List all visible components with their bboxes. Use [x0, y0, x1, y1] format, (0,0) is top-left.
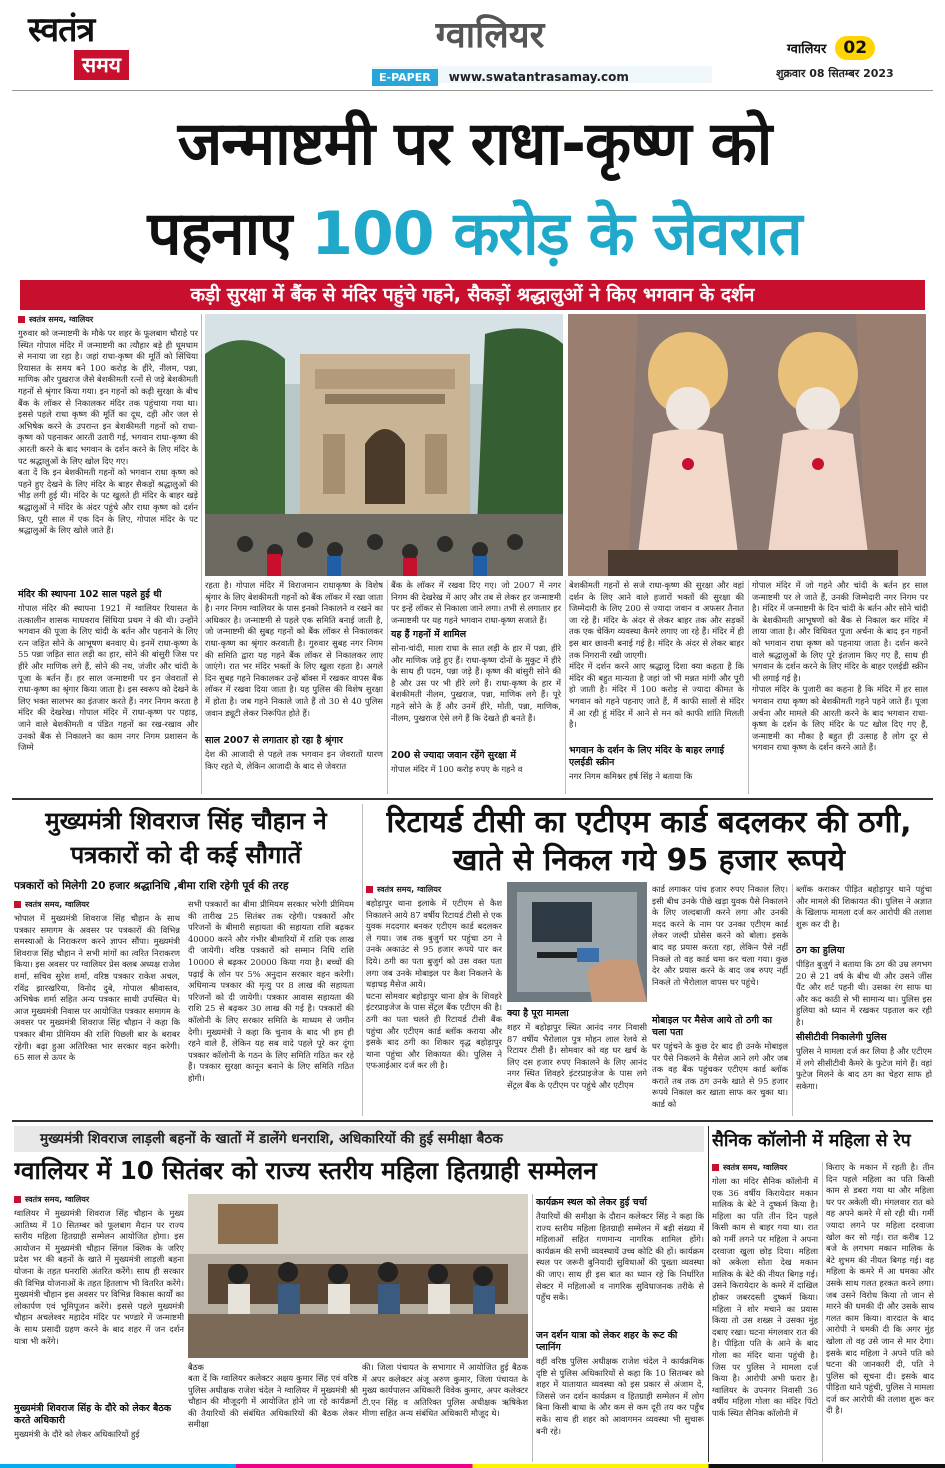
women-col2-text: बता दें कि ग्वालियर कलेक्टर अक्षय कुमार सिंह एवं वरिष्ठ पुलिस अधीक्षक राजेश चंदेल ने ग्वालियर में मुख्यमंत्री श्री चौहान की मौजूदगी में आयोजित होने जा रहे कार्यक्रमों की तैयारियों की संबंधित अधिकारियों की बैठक लेकर समीक्षा	[188, 1373, 358, 1430]
website-link[interactable]: www.swatantrasamay.com	[448, 70, 629, 84]
women-sub-daura: मुख्यमंत्री शिवराज सिंह के दौरे को लेकर बैठक करते अधिकारी	[14, 1403, 172, 1426]
women-col4-text: तैयारियों की समीक्षा के दौरान कलेक्टर सिंह ने कहा कि राज्य स्तरीय महिला हितग्राही सम्मेलन में बड़ी संख्या में महिलाओं सहित गणमान्य नागरिक शामिल होंगे। कार्यक्रम की सभी व्यवस्थायें उच्च कोटि की हों। कार्यक्रम स्थल पर जरूरी बुनियादी सुविधाओं की पुख्ता व्यवस्था की जाए। साथ ही इस बात का ध्यान रहे कि निर्धारित सेक्टर में महिलाओं व नागरिक सुविधाजनक तरीके से पहुँच सकें।	[536, 1211, 704, 1303]
lead-col3c-text: गोपाल मंदिर में 100 करोड़ रुपए के गहने व	[391, 764, 523, 774]
lead-rule-3	[565, 580, 566, 794]
page-city: ग्वालियर	[787, 38, 830, 62]
atm-sub-mobile: मोबाइल पर मैसेज आये तो ठगी का चला पता	[652, 1015, 772, 1038]
atm-photo-svg	[507, 882, 647, 1002]
atm-byline: स्वतंत्र समय, ग्वालियर	[366, 884, 932, 895]
meeting-photo-caption: बैठक	[188, 1362, 204, 1372]
issue-date: शुक्रवार 08 सितम्बर 2023	[776, 67, 894, 80]
radha-krishna-photo-svg	[568, 314, 926, 576]
lead-col-3	[391, 580, 561, 795]
colony-col1-text: गोला का मंदिर सैनिक कॉलोनी में एक 36 वर्षीय किरायेदार मकान मालिक के बेटे ने दुष्कर्म किया है। महिला का पति तीन दिन पहले किसी काम से बाहर गया था। रात को गर्मी लगने पर महिला ने अपना दरवाजा खुला छोड़ दिया। महिला को अकेला सोता देख मकान मालिक के बेटे की नीयत बिगड़ गई। उसने किरायेदार के कमरे में दाखिल होकर जबरदस्ती दुष्कर्म किया। महिला ने शोर मचाने का प्रयास किया तो उस शख्स ने उसका मुंह दबाए रखा। घटना मंगलवार रात की है। पीड़िता पति के आने के बाद गोला का मंदिर थाना पहुंची है। जिस पर पुलिस ने मामला दर्ज किया है। आरोपी अभी फरार है। ग्वालियर के उपनगर निवासी 36 वर्षीय महिला गोला का मंदिर पिंटो पार्क स्थित सैनिक कॉलोनी में	[712, 1176, 818, 1418]
lead-col1-text: गुरुवार को जन्माष्टमी के मौके पर शहर के फूलबाग चौराहे पर स्थित गोपाल मंदिर में जन्माष्टमी का त्यौहार बड़े ही धूमधाम से मनाया जा रहा है। जहां राधा-कृष्ण की मूर्ति को सिंधिया रियासत के समय बने 100 करोड़ के हीरे, नीलम, पन्ना, माणिक और पुखराज जैसे बेशकीमती रत्नों से जड़े बेशकीमती गहनों से श्रृंगार किया गया। इन गहनों को कड़ी सुरक्षा के बीच बैंक के लॉकर से निकालकर मंदिर तक पहुंचाया गया था। इससे पहले राधा कृष्ण की मूर्ति का दूध, दही और जल से अभिषेक करने के उपरान्त इन बेशकीमती गहनों को राधा-कृष्ण को पहनाकर आरती उतारी गई, भगवान राधा-कृष्ण की आरती करने के बाद भगवान के दर्शन करने के लिए मंदिर के पट श्रद्धालुओं के लिए खोल दिए गए। बता दें कि इन बेशकीमती गहनों को भगवान राधा कृष्ण को पहने हुए देखने के लिए मंदिर के बाहर सैकड़ों श्रद्धालुओं की भीड़ लगी हुई थी। मंदिर के पट खुलते ही मंदिर के बाहर खड़े श्रद्धालुओं ने मंदिर के अंदर पहुंचे और राधा कृष्ण को दर्शन किए, पूरी साल में एक दिन के लिए, गोपाल मंदिर के पट श्रद्धालुओं के लिए खोले जाते हैं।	[18, 328, 198, 536]
epaper-label: E-PAPER	[372, 69, 438, 86]
lead-sub-gehne: यह हैं गहनों में शामिल	[391, 629, 467, 640]
logo-top-text: स्वतंत्र	[28, 10, 95, 50]
women-rule-3	[532, 1194, 533, 1462]
meeting-photo	[188, 1194, 528, 1358]
lead-col4b-text: नगर निगम कमिश्नर हर्ष सिंह ने बताया कि	[569, 771, 693, 781]
colony-col-1	[712, 1162, 818, 1462]
lead-col-5	[752, 580, 928, 795]
colony-rule	[822, 1162, 823, 1462]
temple-photo	[205, 314, 563, 576]
atm-col4c-text: पुलिस ने मामला दर्ज कर लिया है और एटीएम में लगे सीसीटीवी कैमरे के फुटेज मांगे हैं। वहां फुटेज मिलने के बाद ठग का चेहरा साफ हो सकेगा।	[796, 1046, 932, 1091]
lead-sub-200: 200 से ज्यादा जवान रहेंगे सुरक्षा में	[391, 750, 516, 761]
page-number: 02	[835, 36, 875, 60]
atm-sub-cctv: सीसीटीवी निकालेगी पुलिस	[796, 1032, 887, 1043]
cm-story	[14, 804, 358, 1116]
cm-subheadline: पत्रकारों को मिलेगी 20 हजार श्रद्धानिधि ,बीमा राशि रहेगी पूर्व की तरह	[14, 880, 289, 892]
page-tag	[787, 36, 902, 62]
lead-headline-2a: पहनाए	[147, 199, 292, 269]
cm-atm-rule	[362, 804, 363, 1116]
atm-col4b-text: पीड़ित बुजुर्ग ने बताया कि ठग की उम्र लगभग 20 से 21 वर्ष के बीच थी और उसने जींस पैंट और शर्ट पहनी थी। उसका रंग साफ था और कद काठी से भी सामान्य था। पुलिस इस हुलिया को ध्यान में रखकर पड़ताल कर रही है।	[796, 959, 932, 1027]
women-col-1	[14, 1194, 184, 1462]
lead-bottom-rule	[12, 798, 933, 800]
women-col1-text: ग्वालियर में मुख्यमंत्री शिवराज सिंह चौहान के मुख्य आतिथ्य में 10 सितम्बर को फूलबाग मैदान पर राज्य स्तरीय महिला हितग्राही सम्मेलन आयोजित होगा। इस आयोजन में मुख्यमंत्री चौहान सिंगल क्लिक के जरिए प्रदेश भर की बहनों के खाते में मुख्यमंत्री लाड़ली बहना योजना के तहत धनराशि अंतरित करेंगे। साथ ही सरकार की विभिन्न योजनाओं के तहत हितलाभ भी वितरित करेंगे। मुख्यमंत्री चौहान इस अवसर पर विभिन्न विकास कार्यों का लोकार्पण एवं भूमिपूजन करेंगे। इससे पहले मुख्यमंत्री चौहान अचलेश्वर महादेव मंदिर पर भण्डारे में जन्माष्टमी के साथ प्रसादी ग्रहण करने के बाद शहर में जन दर्शन यात्रा भी करेंगे।	[14, 1208, 184, 1346]
colony-col-2	[826, 1162, 934, 1462]
lead-headline-1: जन्माष्टमी पर राधा-कृष्ण को	[177, 109, 772, 179]
lead-col3b-text: सोना-चांदी, माला राधा के सात लड़ी के हार में पन्ना, हीरे और माणिक जड़े हुए हैं। राधा-कृष्ण दोनों के मुकुट में हीरे के साथ ही पदम, पन्ना जड़े हैं। कृष्ण की बांसुरी सोने की है और उस पर भी हीरे लगे हैं। राधा-कृष्ण के हार में बेशकीमती नीलम, पुखराज, पन्ना, माणिक लगे हैं। पूरे गहने सोने के हैं और उनमें हीरे, मोती, पन्ना, माणिक, नीलम, पुखराज ऐसे लगे हैं कि देखते ही बनते हैं।	[391, 643, 561, 723]
atm-sub-thag: ठग का हुलिया	[796, 945, 845, 956]
lead-byline: स्वतंत्र समय, ग्वालियर	[18, 314, 198, 325]
colony-byline: स्वतंत्र समय, ग्वालियर	[712, 1162, 818, 1173]
cm-col1-text: भोपाल में मुख्यमंत्री शिवराज सिंह चौहान के साथ पत्रकार समागम के अवसर पर पत्रकारों की विभिन्न समस्याओं के निराकरण करने ज्ञापन सौंपा। मुख्यमंत्री शिवराज सिंह चौहान ने सभी मांगों का त्वरित निराकरण किया। इस अवसर पर ग्वालियर प्रेस क्लब अध्यक्ष राजेश शर्मा, सचिव सुरेश शर्मा, वरिष्ठ पत्रकार राकेश अचल, रविंद्र झारखरिया, विनोद दुबे, गोपाल श्रीवास्तव, अभिषेक शर्मा सहित अन्य पत्रकार साथी उपस्थित थे। आज मुख्यमंत्री निवास पर आयोजित पत्रकार समागम के अवसर पर मुख्यमंत्री शिवराज सिंह चौहान ने कहा कि पत्रकार बीमा प्रीमियम की राशि पिछली बार के बराबर रहेगी। बढ़ा हुआ अतिरिक्त भार सरकार वहन करेगी। 65 साल से ऊपर के	[14, 913, 180, 1063]
edition-city: ग्वालियर	[435, 15, 545, 56]
atm-col1-text: बहोड़ापुर थाना इलाके में एटीएम से कैश निकालने आये 87 वर्षीय रिटायर्ड टीसी से एक युवक मददगार बनकर एटीएम कार्ड बदलकर ले गया। जब तक बुजुर्ग घर पहुंचा ठग ने उनके अकाउंट से 95 हजार रूपये पार कर दिये। ठगी का पता बुजुर्ग को उस वक्त पता लगा जब उनके मोबाइल पर कैश निकलने के धड़ाधड़ मैसेज आये। घटना सोमवार बहोड़ापुर थाना क्षेत्र के शिवहरे इंटरप्राइजेज के पास सेंट्रल बैंक एटीएम की है। ठगी का पता चलते ही रिटायर्ड टीसी बैंक पहुंचा और एटीएम कार्ड ब्लॉक कराया और इसके बाद ठगी का शिकार वृद्ध बहोड़ापुर थाना पहुंचा और शिकायत की। पुलिस ने एफआईआर दर्ज कर ली है।	[366, 898, 502, 1071]
lead-col4-text: बेशकीमती गहनों से सजे राधा-कृष्ण की सुरक्षा और वहां दर्शन के लिए आने वाले हजारों भक्तों की सुरक्षा की जिम्मेदारी के लिए 200 से ज्यादा जवान व अफसर तैनात जा रहे हैं। मंदिर के अंदर से लेकर बाहर तक और सड़कों तक एक चेकिंग व्यवस्था कैमरे लगाए जा रहे हैं। मंदिर में ही इस बार छावनी बनाई गई है। मंदिर के अंदर से लेकर बाहर तक निगरानी रखी जाएगी। मंदिर में दर्शन करने आए श्रद्धालु दिशा क्या कहता है कि मंदिर की बहुत मान्यता है जहां जो भी मन्नत मांगी और पूरी हो जाती है। मंदिर में 100 करोड़ से ज्यादा कीमत के भगवान को गहने पहनाए जाते हैं, मैं काफी सालों से मंदिर में आ रही हूं मंदिर में आने से मन को काफी शांति मिलती है।	[569, 580, 744, 730]
women-kicker	[14, 1126, 704, 1152]
women-sub-karyakram: कार्यक्रम स्थल को लेकर हुई चर्चा	[536, 1197, 647, 1208]
lead-col3-text: बैंक के लॉकर में रखवा दिए गए। जो 2007 में नगर निगम की देखरेख में आए और तब से लेकर हर जन्माष्टमी पर इन्हें लॉकर से निकाला जाने लगा। तभी से लगातार हर जन्माष्टमी पर यह गहने भगवान राधा-कृष्ण सजाते हैं।	[391, 580, 561, 625]
women-byline: स्वतंत्र समय, ग्वालियर	[14, 1194, 184, 1205]
masthead-rule	[12, 90, 933, 91]
masthead	[0, 0, 945, 92]
mid-bottom-rule	[12, 1120, 933, 1122]
cm-headline: मुख्यमंत्री शिवराज सिंह चौहान ने पत्रकारों को दी कई सौगातें	[45, 807, 327, 869]
women-colony-rule	[708, 1126, 709, 1462]
lead-rule-4	[748, 580, 749, 794]
women-col-3	[362, 1362, 528, 1462]
bottom-color-bar	[0, 1464, 945, 1468]
meeting-photo-svg	[188, 1194, 528, 1358]
logo-bottom-text: समय	[74, 50, 129, 80]
atm-photo	[507, 882, 647, 1002]
atm-col3-text: कार्ड लगाकर पांच हजार रुपए निकाल लिए। इसी बीच उनके पीछे खड़ा युवक पैसे निकालने के लिए जल्दबाजी करने लगा और उनकी मदद करने के नाम पर उनका एटीएम कार्ड लेकर जल्दी प्रोसेस करने को बोला। इसके बाद वह प्रयास करता रहा, लेकिन पैसे नहीं निकले तो वह कार्ड थमा कर चला गया। कुछ देर और प्रयास करने के बाद जब रुपए नहीं निकले तो भैरोलाल वापस घर पहुंचे।	[652, 884, 788, 987]
temple-photo-svg	[205, 314, 563, 576]
atm-col3b-text: घर पहुंचने के कुछ देर बाद ही उनके मोबाइल पर पैसे निकलने के मैसेज आने लगे और जब तक वह बैंक पहुंचकर एटीएम कार्ड ब्लॉक कराते तब तक ठग उनके खाते से 95 हजार रूपये निकाल कर खाता साफ कर चुका था। कार्ड को	[652, 1041, 788, 1109]
epaper-bar	[372, 66, 712, 83]
atm-col-1	[366, 898, 502, 1116]
lead-sub-mandir: मंदिर की स्थापना 102 साल पहले हुई थी	[18, 589, 162, 600]
lead-col-1	[18, 314, 198, 794]
women-col-2	[188, 1362, 358, 1462]
women-col4b-text: वहीं वरिष्ठ पुलिस अधीक्षक राजेश चंदेल ने कार्यक्रमिक दृष्टि से पुलिस अधिकारियों से कहा कि 10 सितम्बर को शहर में यातायात व्यवस्था को इस प्रकार से अंजाम दें, जिससे जन दर्शन कार्यक्रम व हितग्राही सम्मेलन में लोग बिना किसी बाधा के और कम से कम दूरी तय कर पहुँच सकें। साथ ही शहर को आवागमन व्यवस्था भी सुचारू बनी रहे।	[536, 1356, 704, 1436]
cm-col2-text: सभी पत्रकारों का बीमा प्रीमियम सरकार भरेगी प्रीमियम की तारीख 25 सितंबर तक रहेगी। पत्रकारों और परिजनों के बीमारी सहायता की सहायता राशि बढ़कर 40000 करने और गंभीर बीमारियों में राशि एक लाख दी जायेगी। वरिष्ठ पत्रकारों को सम्मान निधि राशि 10000 से बढ़कर 20000 किया गया है। बच्चों की पढ़ाई के लोन पर 5% अनुदान सरकार वहन करेगी। अधिमान्य पत्रकार की मृत्यु पर 8 लाख की सहायता परिजनों को दी जायेगी। पत्रकार आवास सहायता की राशि 25 से बढ़कर 30 लाख की गई है। पत्रकारों की कॉलोनी के लिए सरकार समिति के माध्यम से जमीन देगी। मुख्यमंत्री ने कहा कि चुनाव के बाद भी हम ही रहने वाले हैं, लेकिन यह सब वादे पहले पूरे कर दूंगा पत्रकार कॉलोनी के गठन के लिए समिति गठित कर रहे हैं। पत्रकार सुरक्षा कानून बनाने के लिए समिति गठित होगी।	[188, 899, 354, 1083]
lead-headline-2b: 100 करोड़ के जेवरात	[311, 199, 802, 269]
women-col3-text: की। जिला पंचायत के सभागार में आयोजित हुई बैठक में अपर कलेक्टर अंजू अरुण कुमार, जिला पंचायत के मुख्य कार्यपालन अधिकारी विवेक कुमार, अपर कलेक्टर टी.एन सिंह व अतिरिक्त पुलिस अधीक्षक ऋषिकेश मीणा सहित अन्य संबंधित अधिकारी मौजूद थे।	[362, 1362, 528, 1419]
lead-col-4	[569, 580, 744, 795]
women-headline: ग्वालियर में 10 सितंबर को राज्य स्तरीय महिला हितग्राही सम्मेलन	[14, 1156, 597, 1185]
atm-col4-text: ब्लॉक कराकर पीड़ित बहोड़ापुर थाने पहुंचा और मामले की शिकायत की। पुलिस ने अज्ञात के खिलाफ मामला दर्ज कर आरोपी की तलाश शुरू कर दी है।	[796, 884, 932, 929]
atm-col-2	[507, 1022, 647, 1116]
women-col-4	[536, 1194, 704, 1462]
lead-col5-text: गोपाल मंदिर में जो गहने और चांदी के बर्तन हर साल जन्माष्टमी पर ले जाते हैं, उनकी जिम्मेदारी नगर निगम पर है। मंदिर में जन्माष्टमी के दिन चांदी के बर्तन और सोने चांदी के बेशकीमती आभूषणों को बैंक से निकाल कर मंदिर में लाया जाता है। और विधिवत पूजा अर्चना के बाद इन गहनों को भगवान राधा कृष्ण को पहनाया जाता है। दर्शन करने वाले श्रद्धालुओं के लिए पूरे इंतजाम किए गए हैं, साथ ही भगवान के दर्शन करने के लिए मंदिर के बाहर एलईडी स्क्रीन भी लगाई गई है। गोपाल मंदिर के पुजारी का कहना है कि मंदिर में हर साल भगवान राधा कृष्ण को बेशकीमती गहने पहने जाते हैं। पूजा अर्चना और मामले की आरती करने के बाद भगवान राधा-कृष्ण के दर्शन के लिए मंदिर के पट खोल दिए गए हैं, जन्माष्टमी का मौका है बहुत ही उत्साह है लोग दूर से भगवान राधा कृष्ण के दर्शन करने आते हैं।	[752, 580, 928, 753]
colony-headline: सैनिक कॉलोनी में महिला से रेप	[712, 1131, 911, 1151]
atm-rule-3	[792, 884, 793, 1116]
atm-sub-kya: क्या है पूरा मामला	[507, 1008, 569, 1019]
logo[interactable]	[28, 10, 158, 86]
women-col1b-text: मुख्यमंत्री के दौरे को लेकर अधिकारियों हुई	[14, 1429, 140, 1439]
women-kicker-text: मुख्यमंत्री शिवराज लाड़ली बहनों के खातों में डालेंगे धनराशि, अधिकारियों की हुई समीक्षा बैठक	[40, 1131, 503, 1147]
colony-col2-text: किराए के मकान में रहती है। तीन दिन पहले महिला का पति किसी काम से डबरा गया था और महिला घर पर अकेली थी। मंगलवार रात को वह अपने कमरे में सो रही थी। गर्मी ज्यादा लगने पर महिला दरवाजा खोल कर सो गई। रात करीब 12 बजे के लगभग मकान मालिक के बेटे शुभम की नीयत बिगड़ गई। वह महिला के कमरे में आ धमका और उसके साथ गलत हरकत करने लगा। जब उसने विरोध किया तो जान से मारने की धमकी दी और उसके साथ गलत काम किया। वारदात के बाद आरोपी ने धमकी दी कि अगर मुंह खोला तो वह उसे जान से मार देगा। इसके बाद महिला ने अपने पति को घटना की जानकारी दी, पति ने पुलिस को सूचना दी। इसके बाद पीड़िता थाने पहुंची, पुलिस ने मामला दर्ज कर आरोपी की तलाश शुरू कर दी है।	[826, 1162, 934, 1416]
radha-krishna-photo	[568, 314, 926, 576]
cm-byline: स्वतंत्र समय, ग्वालियर	[14, 899, 358, 910]
lead-subheadline: कड़ी सुरक्षा में बैंक से मंदिर पहुंचे गहने, सैकड़ों श्रद्धालुओं ने किए भगवान के दर्शन	[20, 280, 925, 310]
lead-sub-2007: साल 2007 से लगातार हो रहा है श्रृंगार	[205, 735, 343, 746]
lead-col2-text: रहता है। गोपाल मंदिर में विराजमान राधाकृष्ण के विशेष श्रृंगार के लिए बेशकीमती गहनों को बैंक लॉकर में रखा जाता है। नगर निगम ग्वालियर के पास इनको निकालने व रखने का अधिकार है। जन्माष्टमी से पहले एक समिति बनाई जाती है, जो जन्माष्टमी की सुबह गहनों को बैंक लॉकर से निकालकर राधा-कृष्ण का श्रृंगार करवाती है। गुरुवार सुबह नगर निगम की समिति द्वारा यह गहने बैंक लॉकर से निकालकर लाए जाएंगे। रात भर मंदिर भक्तों के लिए खुला रहता है। अगले दिन सुबह गहने निकालकर उन्हें बॉक्स में रखकर वापस बैंक लॉकर में रखवा दिया जाता है। यह पुलिस की विशेष सुरक्षा में होता है। जब गहने निकाले जाते हैं तो 30 से 40 पुलिस जवान ड्यूटी लेकर निरूपित होते हैं।	[205, 580, 383, 718]
lead-headline-2	[22, 190, 927, 278]
atm-col-4	[796, 884, 932, 1116]
lead-sub-screen: भगवान के दर्शन के लिए मंदिर के बाहर लगाई एलईडी स्क्रीन	[569, 745, 725, 768]
lead-rule-2	[387, 580, 388, 794]
lead-col2b-text: देश की आजादी से पहले तक भगवान इन जेवरातों धारण किए रहते थे, लेकिन आजादी के बाद से जेवरात	[205, 749, 383, 771]
women-sub-yatra: जन दर्शन यात्रा को लेकर शहर के रूट की प्लानिंग	[536, 1330, 678, 1353]
lead-col1b-text: गोपाल मंदिर की स्थापना 1921 में ग्वालियर रियासत के तत्कालीन शासक माधवराव सिंधिया प्रथम ने की थी। उन्होंने भगवान की पूजा के लिए चांदी के बर्तन और पहनाने के लिए रत्न जड़ित सोने के आभूषण बनवाए थे। इनमें राधा-कृष्ण के 55 पन्ना जड़ित सात लड़ी का हार, सोने की बांसुरी जिस पर हीरे और माणिक लगे हैं, सोने की नथ, जंजीर और चांदी के पूजा के बर्तन हैं। हर साल जन्माष्टमी पर इन जेवरातों से राधा-कृष्ण का श्रृंगार किया जाता है। इस स्वरूप को देखने के लिए भक्त सालभर का इंतजार करते हैं। नगर निगम करता है मंदिर की देखरेख। गोपाल मंदिर में राधा-कृष्ण पर पहाड़, जाने वाले बेशकीमती व पंडित गहनों का रख-रखाव और उनको बैंक से निकालने का काम नगर निगम प्रशासन के जिम्मे	[18, 603, 198, 753]
lead-rule-1	[201, 314, 202, 794]
lead-col-2	[205, 580, 383, 795]
atm-headline: रिटायर्ड टीसी का एटीएम कार्ड बदलकर की ठगी, खाते से निकल गये 95 हजार रूपये	[386, 805, 912, 878]
atm-col2-text: शहर में बहोड़ापुर स्थित आनंद नगर निवासी 87 वर्षीय भैरोलाल पुत्र मोहन लाल रेलवे से रिटायर टीसी हैं। सोमवार को वह घर खर्च के लिए दस हजार रुपए निकालने के लिए आनंद नगर स्थित शिवहरे इंटरप्राइजेज के पास लगे सेंट्रल बैंक के एटीएम पर पहुंचे और एटीएम	[507, 1022, 647, 1090]
atm-col-3	[652, 884, 788, 1116]
